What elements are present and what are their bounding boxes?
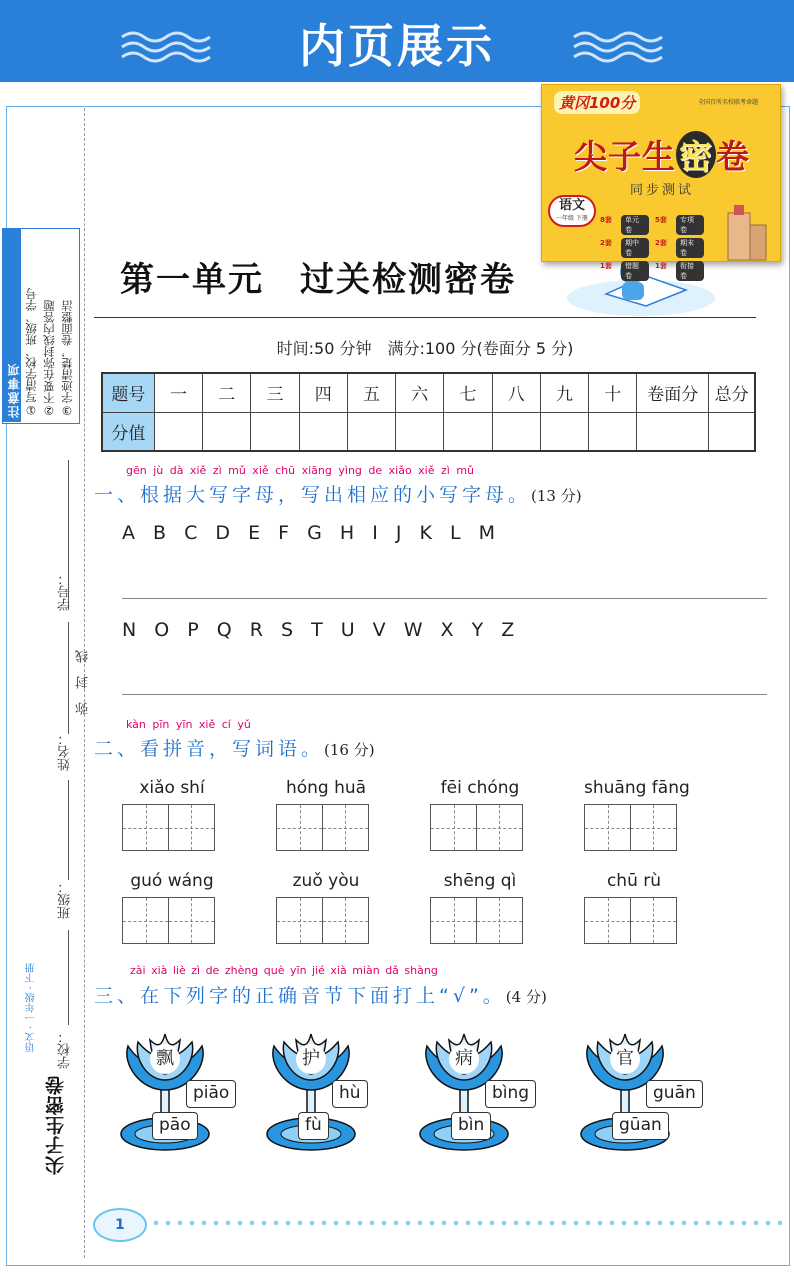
q3-lotus-item xyxy=(266,1034,416,1164)
q2-word-pinyin: xiǎo shí xyxy=(139,778,205,798)
cover-list-type: 期末卷 xyxy=(676,238,704,258)
tianzige-cell[interactable] xyxy=(476,897,523,944)
q2-tianzige-grid xyxy=(122,897,222,944)
q3-score: (4 分) xyxy=(505,988,547,1006)
q3-character: 官 xyxy=(610,1044,640,1074)
score-table-header-cell: 八 xyxy=(492,373,540,412)
score-table-value-cell[interactable] xyxy=(251,412,299,451)
q3-option-b[interactable]: gūan xyxy=(612,1112,669,1140)
score-table-header-cell: 三 xyxy=(251,373,299,412)
score-table-header-row xyxy=(102,373,755,412)
q2-tianzige-grid xyxy=(584,897,684,944)
q3-character: 飘 xyxy=(150,1044,180,1074)
seal-line-label: 弥 封 线 xyxy=(76,650,91,715)
notes-item-2: ②不要在弥封线内答题 xyxy=(42,299,56,417)
q2-tianzige-grid xyxy=(276,804,376,851)
tianzige-cell[interactable] xyxy=(276,804,323,851)
q1-letters-row-2: N O P Q R S T U V W X Y Z xyxy=(122,619,516,641)
cover-logo: 黄冈100分 xyxy=(554,91,640,114)
cover-list-type: 专项卷 xyxy=(676,215,704,235)
side-brand: 尖子生密卷 xyxy=(45,1075,67,1175)
q2-word-item xyxy=(122,871,222,944)
tianzige-cell[interactable] xyxy=(322,804,369,851)
notes-item-3: ③字迹清楚，卷面整洁 xyxy=(60,299,74,417)
cover-list-count: 1套 xyxy=(600,262,612,270)
q3-pinyin: zài xià liè zì de zhèng què yīn jié xià miàn dǎ shàng xyxy=(130,964,438,977)
tianzige-cell[interactable] xyxy=(430,804,477,851)
q1-title xyxy=(94,480,582,507)
exam-time-line: 时间:50 分钟 满分:100 分(卷面分 5 分) xyxy=(276,339,574,358)
cover-list-count: 1套 xyxy=(655,262,667,270)
class-label: 班级： xyxy=(58,880,73,919)
q3-option-a[interactable]: bìng xyxy=(485,1080,536,1108)
score-table-header-cell: 一 xyxy=(154,373,202,412)
title-divider xyxy=(94,317,756,318)
score-table-value-cell[interactable] xyxy=(637,412,709,451)
q3-option-b[interactable]: bìn xyxy=(451,1112,491,1140)
q2-pinyin: kàn pīn yīn xiě cí yǔ xyxy=(126,718,251,731)
tianzige-cell[interactable] xyxy=(122,897,169,944)
tianzige-cell[interactable] xyxy=(584,897,631,944)
cover-list-type: 期中卷 xyxy=(621,238,649,258)
q1-pinyin: gēn jù dà xiě zì mǔ xiě chū xiāng yìng de xiǎo xiě zì mǔ xyxy=(126,464,475,477)
q1-letters-row-1: A B C D E F G H I J K L M xyxy=(122,522,496,544)
q2-word-item xyxy=(584,778,690,851)
q2-word-item xyxy=(584,871,684,944)
exam-title: 第一单元 过关检测密卷 xyxy=(120,260,516,300)
q3-option-a[interactable]: guān xyxy=(646,1080,703,1108)
q2-word-item xyxy=(430,871,530,944)
school-label: 学校： xyxy=(58,1030,73,1069)
tianzige-cell[interactable] xyxy=(322,897,369,944)
notes-box xyxy=(2,228,80,424)
cover-list-row xyxy=(600,238,710,258)
score-table-row-label: 题号 xyxy=(102,373,154,412)
q3-character: 护 xyxy=(296,1044,326,1074)
score-table-value-cell[interactable] xyxy=(709,412,755,451)
tianzige-cell[interactable] xyxy=(630,897,677,944)
q3-option-a[interactable]: piāo xyxy=(186,1080,236,1108)
tianzige-cell[interactable] xyxy=(630,804,677,851)
cover-contents-list xyxy=(600,215,710,284)
q3-character: 病 xyxy=(449,1044,479,1074)
q3-title xyxy=(94,981,547,1008)
q2-tianzige-grid xyxy=(122,804,222,851)
tianzige-cell[interactable] xyxy=(476,804,523,851)
q2-word-pinyin: fēi chóng xyxy=(440,778,520,798)
name-rule xyxy=(68,622,69,734)
cover-small-text: 全国百所名校联考命题 xyxy=(698,99,759,106)
school-rule xyxy=(68,930,69,1025)
class-rule xyxy=(68,780,69,880)
q2-word-pinyin: zuǒ yòu xyxy=(292,871,360,891)
q1-score: (13 分) xyxy=(531,487,582,505)
q3-lotus-item xyxy=(580,1034,730,1164)
score-table-header-cell: 五 xyxy=(347,373,395,412)
cover-list-type: 衔接卷 xyxy=(676,261,704,281)
q2-word-pinyin: hóng huā xyxy=(285,778,367,798)
tianzige-cell[interactable] xyxy=(584,804,631,851)
notes-item-1: ①写清学校、班级、学号 xyxy=(24,288,38,417)
score-table-value-cell[interactable] xyxy=(492,412,540,451)
q2-score: (16 分) xyxy=(324,741,375,759)
q1-title-text: 一、根据大写字母，写出相应的小写字母。 xyxy=(94,484,532,506)
cover-list-row xyxy=(600,215,710,235)
score-table-header-cell: 十 xyxy=(589,373,637,412)
notes-heading: 注意事项 xyxy=(7,362,21,418)
q2-word-item xyxy=(276,871,376,944)
cover-list-type: 单元卷 xyxy=(621,215,649,235)
q3-title-text: 三、在下列字的正确音节下面打上“√”。 xyxy=(94,985,506,1007)
q1-answer-line-1[interactable] xyxy=(122,598,767,599)
q2-tianzige-grid xyxy=(276,897,376,944)
score-table xyxy=(101,372,756,452)
q3-option-a[interactable]: hù xyxy=(332,1080,368,1108)
q3-option-b[interactable]: pāo xyxy=(152,1112,198,1140)
q2-word-item xyxy=(122,778,222,851)
page-number: 1 xyxy=(93,1208,147,1242)
name-label: 姓名： xyxy=(58,732,73,771)
cover-subject-badge xyxy=(548,195,596,227)
side-subtitle: 语文 · 一年级 · 下册 xyxy=(26,963,37,1053)
cover-list-count: 5套 xyxy=(655,216,667,224)
cover-title-a: 尖子生 xyxy=(574,137,676,176)
score-table-value-label: 分值 xyxy=(102,412,154,451)
book-cover xyxy=(541,84,781,280)
q2-tianzige-grid xyxy=(430,897,530,944)
tianzige-cell[interactable] xyxy=(168,897,215,944)
tianzige-cell[interactable] xyxy=(276,897,323,944)
q3-lotus-item xyxy=(419,1034,569,1164)
student-id-label: 学号： xyxy=(58,572,73,611)
cover-list-type: 错题卷 xyxy=(621,261,649,281)
score-table-value-cell[interactable] xyxy=(540,412,588,451)
q3-lotus-item xyxy=(120,1034,270,1164)
q2-word-pinyin: shēng qì xyxy=(443,871,517,891)
cover-title-b: 卷 xyxy=(716,137,750,176)
q2-tianzige-grid xyxy=(584,804,684,851)
score-table-value-cell[interactable] xyxy=(203,412,251,451)
score-table-header-cell: 卷面分 xyxy=(637,373,709,412)
cover-title-mi: 密 xyxy=(676,131,716,178)
building-icon xyxy=(720,205,770,260)
score-table-value-cell[interactable] xyxy=(444,412,492,451)
cover-list-row xyxy=(600,261,710,281)
q2-title-text: 二、看拼音，写词语。 xyxy=(94,738,325,760)
banner-title: 内页展示 xyxy=(299,19,495,73)
q2-word-pinyin: chū rù xyxy=(606,871,662,891)
score-table-header-cell: 六 xyxy=(396,373,444,412)
cover-list-count: 2套 xyxy=(655,239,667,247)
tianzige-cell[interactable] xyxy=(430,897,477,944)
score-table-value-cell[interactable] xyxy=(347,412,395,451)
score-table-value-cell[interactable] xyxy=(396,412,444,451)
q2-word-pinyin: guó wáng xyxy=(130,871,214,891)
lotus-flower-icon xyxy=(266,1034,396,1154)
score-table-header-cell: 总分 xyxy=(709,373,755,412)
cover-list-count: 8套 xyxy=(600,216,612,224)
notes-heading-bar xyxy=(3,229,21,422)
q2-title xyxy=(94,734,375,761)
footer-dots xyxy=(150,1218,782,1232)
cover-subtitle: 同步测试 xyxy=(629,183,694,198)
score-table-value-cell[interactable] xyxy=(299,412,347,451)
score-table-value-cell[interactable] xyxy=(589,412,637,451)
q1-answer-line-2[interactable] xyxy=(122,694,767,695)
q3-option-b[interactable]: fù xyxy=(298,1112,329,1140)
wave-right-icon xyxy=(572,30,662,64)
score-table-header-cell: 七 xyxy=(444,373,492,412)
q2-tianzige-grid xyxy=(430,804,530,851)
cover-list-count: 2套 xyxy=(600,239,612,247)
cover-grade: 一年级 下册 xyxy=(556,215,588,222)
header-banner xyxy=(0,0,794,82)
tianzige-cell[interactable] xyxy=(122,804,169,851)
score-table-header-cell: 九 xyxy=(540,373,588,412)
q2-word-pinyin: shuāng fāng xyxy=(584,778,690,798)
q2-word-item xyxy=(276,778,376,851)
score-table-value-cell[interactable] xyxy=(154,412,202,451)
score-table-value-row xyxy=(102,412,755,451)
tianzige-cell[interactable] xyxy=(168,804,215,851)
score-table-header-cell: 四 xyxy=(299,373,347,412)
cover-title xyxy=(542,131,782,178)
score-table-header-cell: 二 xyxy=(203,373,251,412)
q2-word-item xyxy=(430,778,530,851)
cover-subject: 语文 xyxy=(558,198,585,213)
